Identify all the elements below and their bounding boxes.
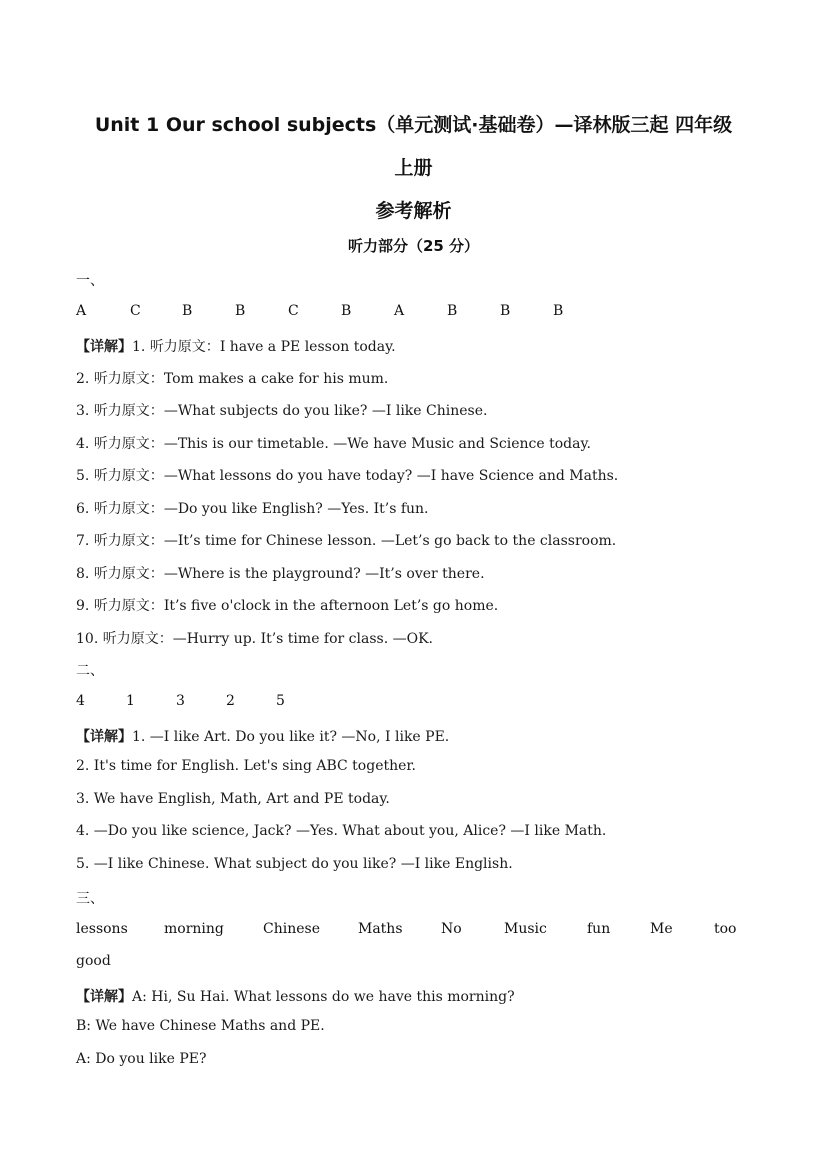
detail-label: 【详解】 — [76, 339, 132, 355]
part1-item-10: 10. 听力原文：—Hurry up. It’s time for class. —OK. — [76, 631, 433, 647]
part1-item-1: 【详解】1. 听力原文：I have a PE lesson today. — [76, 339, 396, 355]
answer-4: B — [235, 303, 246, 319]
answer-3: Chinese — [263, 921, 320, 937]
answer-1: 4 — [76, 693, 85, 709]
answer-2: 1 — [126, 693, 135, 709]
detail-label: 【详解】 — [76, 989, 132, 1005]
answer-5: No — [441, 921, 462, 937]
answer-8: B — [447, 303, 458, 319]
document-title-continued: 上册 — [394, 157, 433, 179]
answer-10: B — [553, 303, 564, 319]
answer-6: B — [341, 303, 352, 319]
part1-item-6: 6. 听力原文：—Do you like English? —Yes. It’s fun. — [76, 501, 429, 517]
answer-6: Music — [504, 921, 547, 937]
part2-item-2: 2. It's time for English. Let's sing ABC together. — [76, 758, 417, 774]
answer-5: 5 — [276, 693, 285, 709]
answer-5: C — [288, 303, 299, 319]
answer-9: B — [500, 303, 511, 319]
listening-section-title: 听力部分（25 分） — [347, 237, 480, 255]
part3-answer-10: good — [76, 953, 111, 969]
part2-heading: 二、 — [76, 663, 104, 679]
answer-7: fun — [587, 921, 611, 937]
document-subtitle: 参考解析 — [375, 200, 452, 222]
part2-item-4: 4. —Do you like science, Jack? —Yes. What about you, Alice? —I like Math. — [76, 823, 607, 839]
answer-7: A — [394, 303, 405, 319]
answer-1: A — [76, 303, 87, 319]
part3-dialogue-3: A: Do you like PE? — [76, 1051, 207, 1067]
part2-item-3: 3. We have English, Math, Art and PE today. — [76, 791, 390, 807]
part3-dialogue-2: B: We have Chinese Maths and PE. — [76, 1018, 325, 1034]
answer-2: morning — [164, 921, 224, 937]
answer-1: lessons — [76, 921, 128, 937]
part1-item-7: 7. 听力原文：—It’s time for Chinese lesson. —Let’s go back to the classroom. — [76, 533, 617, 549]
answer-4: Maths — [358, 921, 403, 937]
answer-3: B — [182, 303, 193, 319]
part1-item-4: 4. 听力原文：—This is our timetable. —We have Music and Science today. — [76, 436, 591, 452]
answer-9: too — [714, 921, 737, 937]
part1-item-3: 3. 听力原文：—What subjects do you like? —I like Chinese. — [76, 403, 488, 419]
answer-2: C — [130, 303, 141, 319]
part1-item-9: 9. 听力原文：It’s five o'clock in the afternoon Let’s go home. — [76, 598, 499, 614]
answer-3: 3 — [176, 693, 185, 709]
detail-label: 【详解】 — [76, 729, 132, 745]
part1-item-8: 8. 听力原文：—Where is the playground? —It’s over there. — [76, 566, 485, 582]
part1-item-5: 5. 听力原文：—What lessons do you have today? —I have Science and Maths. — [76, 468, 619, 484]
document-title: Unit 1 Our school subjects（单元测试·基础卷）—译林版三起 四年级 — [94, 114, 733, 136]
answer-4: 2 — [226, 693, 235, 709]
part1-item-2: 2. 听力原文：Tom makes a cake for his mum. — [76, 371, 389, 387]
answer-8: Me — [650, 921, 673, 937]
part1-heading: 一、 — [76, 273, 104, 289]
part2-item-5: 5. —I like Chinese. What subject do you like? —I like English. — [76, 856, 513, 872]
part3-heading: 三、 — [76, 891, 104, 907]
part2-item-1: 【详解】1. —I like Art. Do you like it? —No, I like PE. — [76, 729, 450, 745]
part3-dialogue-1: 【详解】A: Hi, Su Hai. What lessons do we have this morning? — [76, 989, 515, 1005]
